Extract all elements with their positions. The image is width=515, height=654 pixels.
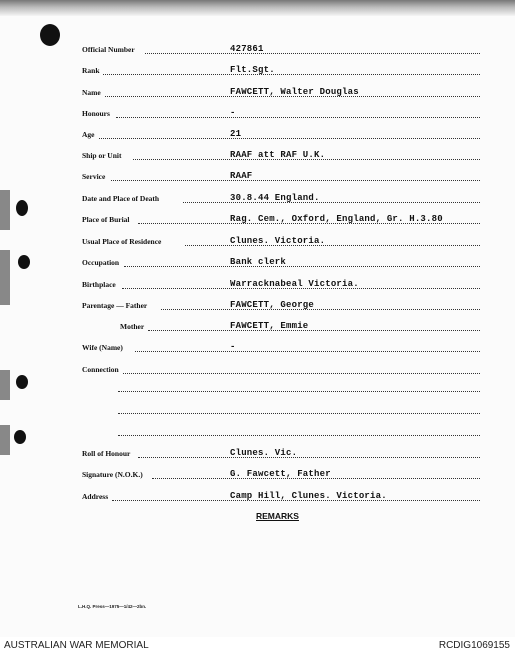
punch-hole <box>16 200 28 216</box>
connection-blank-line <box>118 435 480 436</box>
punch-hole <box>18 255 30 269</box>
field-label: Honours <box>82 109 110 118</box>
field-label: Parentage — Father <box>82 301 148 310</box>
field-value: Bank clerk <box>230 257 287 267</box>
dotted-line <box>111 180 480 181</box>
footer-record-id: RCDIG1069155 <box>438 640 510 651</box>
page-edge-mark <box>0 370 10 400</box>
field-value: FAWCETT, Emmie <box>230 321 309 331</box>
footer-source: AUSTRALIAN WAR MEMORIAL <box>4 640 149 651</box>
field-name <box>82 86 480 98</box>
field-value: - <box>230 108 236 118</box>
dotted-line <box>145 53 480 54</box>
printer-imprint: L.H.Q. Press—1975—1/42—2bn. <box>78 604 147 609</box>
field-value: Camp Hill, Clunes. Victoria. <box>230 491 387 501</box>
field-label: Wife (Name) <box>82 343 123 352</box>
field-signature-nok <box>82 468 480 480</box>
dotted-line <box>103 74 480 75</box>
field-value: Flt.Sgt. <box>230 65 275 75</box>
field-ship-or-unit <box>82 149 480 161</box>
field-value: 427861 <box>230 44 264 54</box>
scan-shadow <box>0 0 515 16</box>
dotted-line <box>135 351 480 352</box>
dotted-line <box>124 266 480 267</box>
punch-hole <box>40 24 60 46</box>
remarks-heading: REMARKS <box>256 511 299 521</box>
field-value: - <box>230 342 236 352</box>
field-connection <box>82 363 480 375</box>
field-label: Address <box>82 492 109 501</box>
page-edge-mark <box>0 425 10 455</box>
field-value: RAAF att RAF U.K. <box>230 150 326 160</box>
field-label: Place of Burial <box>82 215 130 224</box>
field-value: 30.8.44 England. <box>230 193 320 203</box>
dotted-line <box>138 457 480 458</box>
field-value: Clunes. Vic. <box>230 448 298 458</box>
field-label: Ship or Unit <box>82 151 122 160</box>
field-usual-residence <box>82 235 480 247</box>
field-roll-of-honour <box>82 447 480 459</box>
field-label: Age <box>82 130 95 139</box>
field-wife <box>82 341 480 353</box>
dotted-line <box>123 373 480 374</box>
field-value: FAWCETT, Walter Douglas <box>230 87 359 97</box>
dotted-line <box>161 309 480 310</box>
field-occupation <box>82 256 480 268</box>
field-value: Rag. Cem., Oxford, England, Gr. H.3.80 <box>230 214 443 224</box>
field-label: Rank <box>82 66 100 75</box>
field-rank <box>82 64 480 76</box>
field-age <box>82 128 480 140</box>
field-address <box>82 490 480 502</box>
field-label: Date and Place of Death <box>82 194 160 203</box>
field-value: 21 <box>230 129 242 139</box>
punch-hole <box>16 375 28 389</box>
field-value: RAAF <box>230 171 253 181</box>
field-label: Occupation <box>82 258 120 267</box>
field-value: Warracknabeal Victoria. <box>230 279 359 289</box>
dotted-line <box>99 138 480 139</box>
dotted-line <box>116 117 480 118</box>
field-value: G. Fawcett, Father <box>230 469 331 479</box>
field-value: Clunes. Victoria. <box>230 236 326 246</box>
field-place-of-burial <box>82 213 480 225</box>
field-honours <box>82 107 480 119</box>
field-mother <box>82 320 480 332</box>
field-label: Service <box>82 172 106 181</box>
field-label: Connection <box>82 365 119 374</box>
field-label: Signature (N.O.K.) <box>82 470 143 479</box>
dotted-line <box>183 202 480 203</box>
field-label: Name <box>82 88 101 97</box>
field-service <box>82 170 480 182</box>
field-label: Usual Place of Residence <box>82 237 162 246</box>
field-official-number <box>82 43 480 55</box>
field-label: Birthplace <box>82 280 116 289</box>
page-edge-mark <box>0 250 10 305</box>
connection-blank-line <box>118 413 480 414</box>
field-birthplace <box>82 278 480 290</box>
field-date-place-of-death <box>82 192 480 204</box>
field-label: Roll of Honour <box>82 449 131 458</box>
connection-blank-line <box>118 391 480 392</box>
field-father <box>82 299 480 311</box>
page-edge-mark <box>0 190 10 230</box>
punch-hole <box>14 430 26 444</box>
dotted-line <box>148 330 480 331</box>
field-label: Mother <box>120 322 145 331</box>
field-label: Official Number <box>82 45 135 54</box>
field-value: FAWCETT, George <box>230 300 315 310</box>
